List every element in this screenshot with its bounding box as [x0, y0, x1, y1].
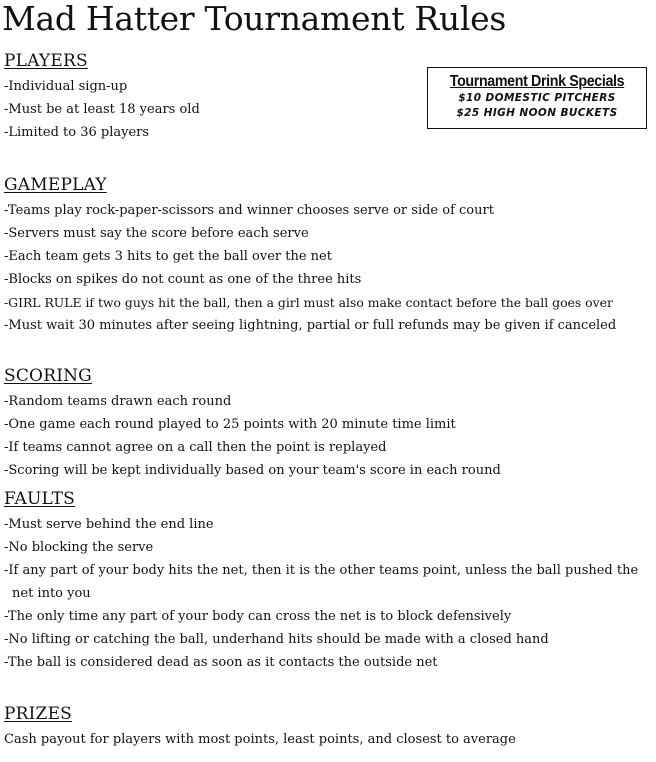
- faults-heading: FAULTS: [4, 489, 76, 509]
- list-item: -Individual sign-up: [4, 79, 128, 94]
- drink-specials-title: Tournament Drink Specials: [449, 73, 625, 90]
- list-item: -Scoring will be kept individually based on your team's score in each round: [4, 463, 501, 478]
- list-item: -Blocks on spikes do not count as one of the three hits: [4, 272, 362, 287]
- page-title: Mad Hatter Tournament Rules: [2, 0, 506, 38]
- prizes-heading: PRIZES: [4, 704, 73, 724]
- faults-section: [4, 488, 644, 674]
- drink-special-buckets: $25 HIGH NOON BUCKETS: [456, 107, 618, 119]
- drink-special-pitchers: $10 DOMESTIC PITCHERS: [458, 92, 616, 104]
- list-item: -The only time any part of your body can cross the net is to block defensively: [4, 609, 512, 624]
- list-item: -Must be at least 18 years old: [4, 102, 200, 117]
- gameplay-heading: GAMEPLAY: [4, 175, 107, 195]
- scoring-heading: SCORING: [4, 366, 92, 386]
- list-item: -GIRL RULE if two guys hit the ball, then a girl must also make contact before the ball goes over: [4, 295, 613, 310]
- list-item: -Each team gets 3 hits to get the ball over the net: [4, 249, 332, 264]
- list-item: -If any part of your body hits the net, then it is the other teams point, unless the ball pushed the net into you: [4, 563, 639, 601]
- players-section: [4, 50, 644, 144]
- gameplay-section: [4, 174, 644, 337]
- list-item: -No blocking the serve: [4, 540, 154, 555]
- list-item: -If teams cannot agree on a call then the point is replayed: [4, 440, 387, 455]
- list-item: -Limited to 36 players: [4, 125, 150, 140]
- list-item: -Teams play rock-paper-scissors and winner chooses serve or side of court: [4, 203, 494, 218]
- gameplay-list: [4, 199, 644, 337]
- list-item: -Must wait 30 minutes after seeing lightning, partial or full refunds may be given if canceled: [4, 318, 617, 333]
- faults-list: [4, 513, 644, 674]
- prizes-text: Cash payout for players with most points, least points, and closest to average: [4, 732, 516, 747]
- scoring-list: [4, 390, 644, 482]
- list-item: -One game each round played to 25 points with 20 minute time limit: [4, 417, 456, 432]
- scoring-section: [4, 365, 644, 482]
- list-item: -Servers must say the score before each serve: [4, 226, 309, 241]
- list-item: -No lifting or catching the ball, underhand hits should be made with a closed hand: [4, 632, 549, 647]
- players-list: [4, 75, 644, 144]
- list-item: -The ball is considered dead as soon as it contacts the outside net: [4, 655, 438, 670]
- list-item: -Random teams drawn each round: [4, 394, 232, 409]
- players-heading: PLAYERS: [4, 51, 88, 71]
- prizes-section: [4, 703, 644, 751]
- list-item: -Must serve behind the end line: [4, 517, 214, 532]
